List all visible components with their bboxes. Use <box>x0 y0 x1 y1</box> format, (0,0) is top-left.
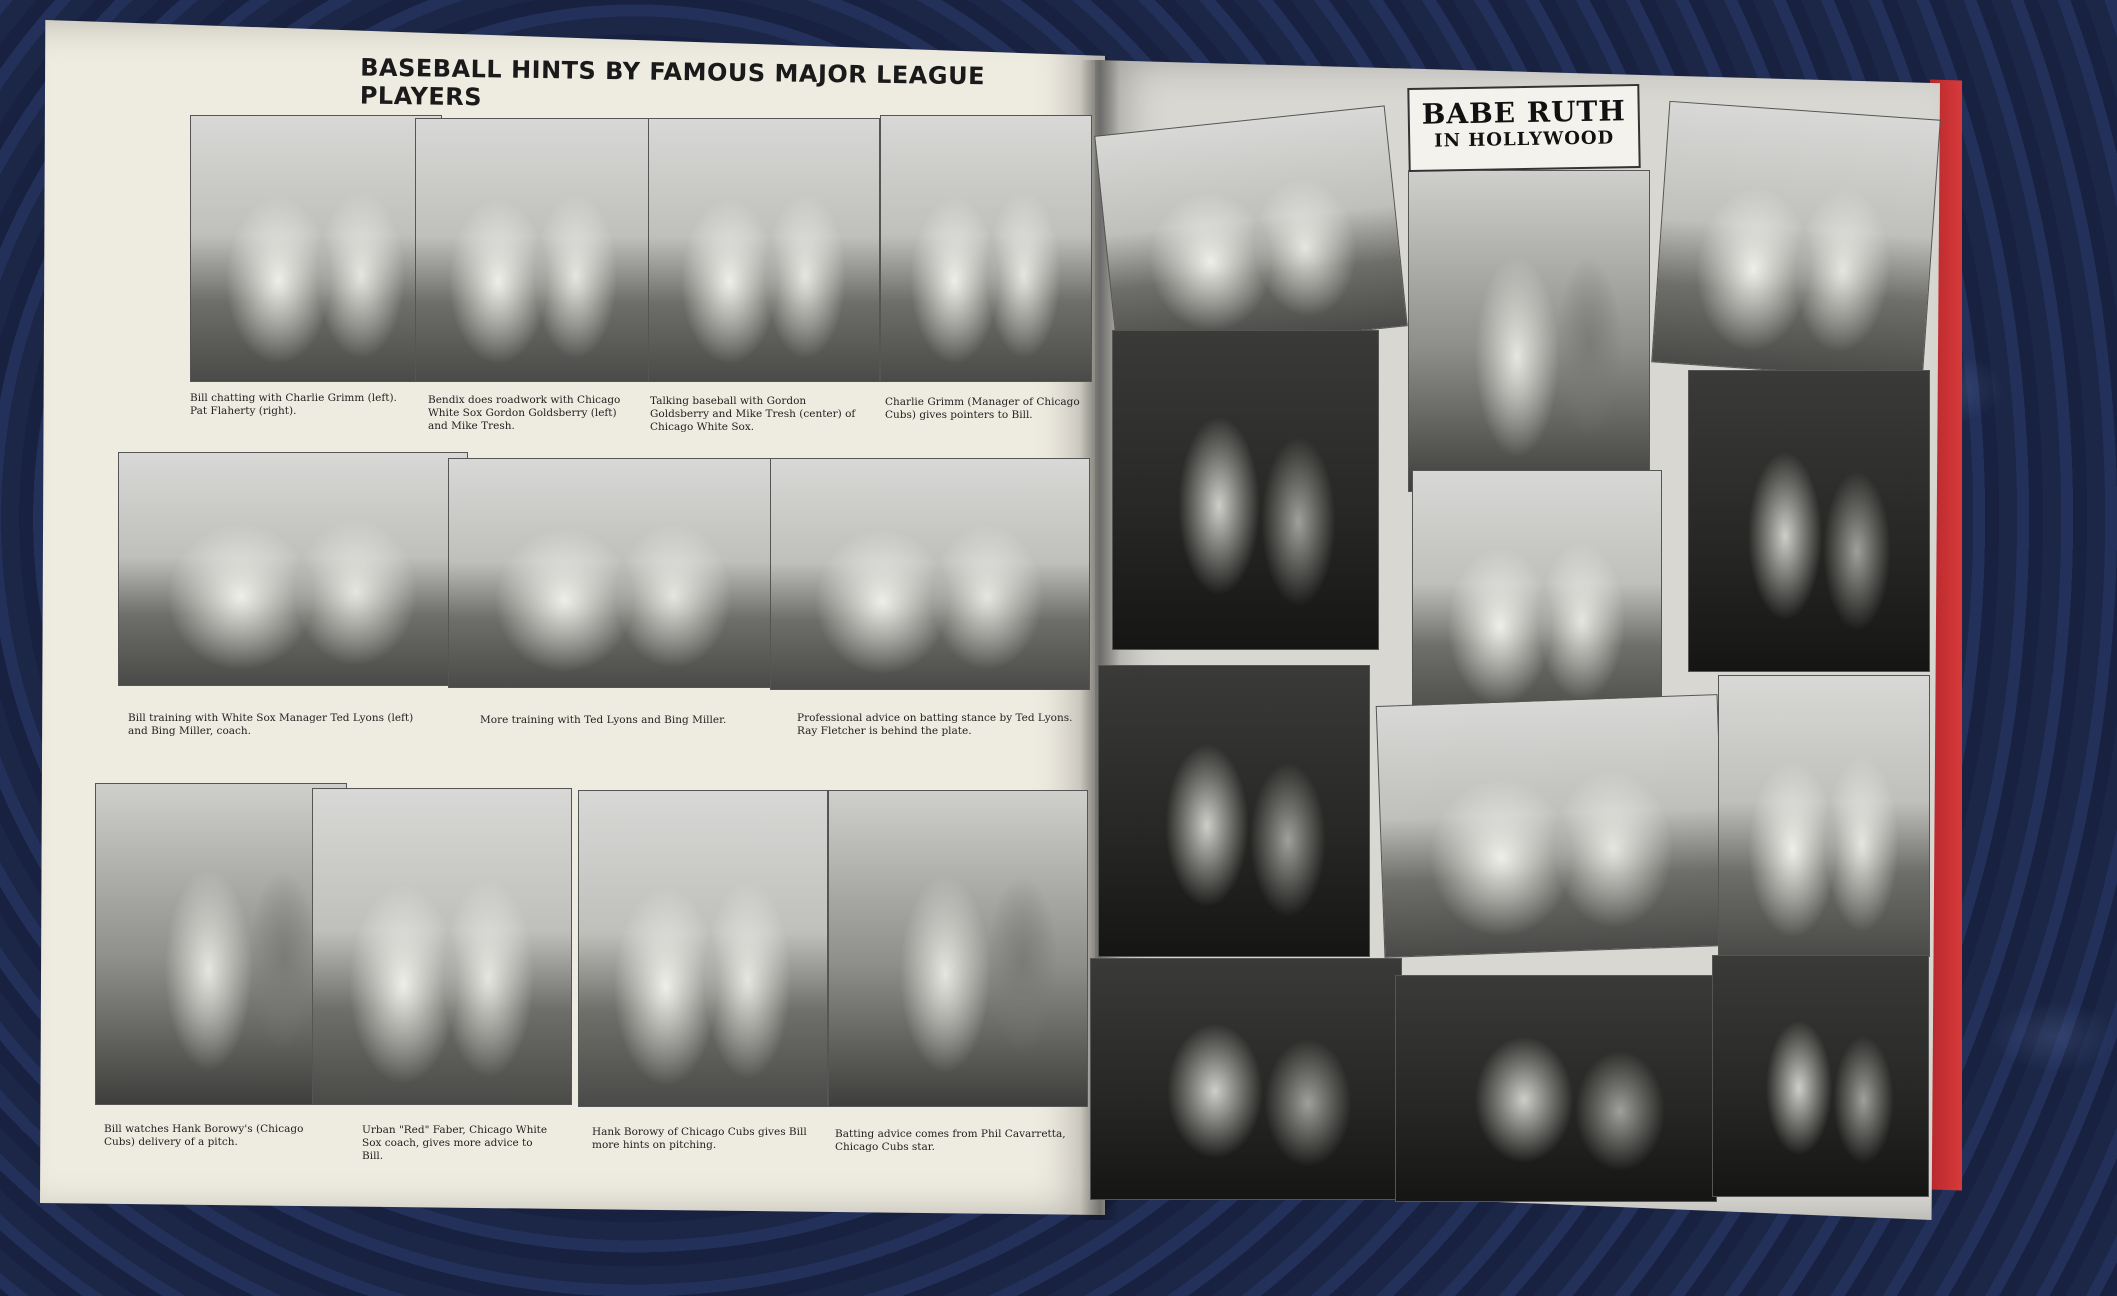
photo-lyons-miller <box>118 452 468 686</box>
caption-2: Bendix does roadwork with Chicago White Sox Gordon Goldsberry (left) and Mike Tresh. <box>428 394 621 432</box>
photo-cavarretta-batting <box>828 790 1088 1107</box>
caption-3: Talking baseball with Gordon Goldsberry and Mike Tresh (center) of Chicago White Sox. <box>650 395 856 433</box>
photo-collage-4 <box>1112 330 1379 650</box>
caption-4: Charlie Grimm (Manager of Chicago Cubs) gives pointers to Bill. <box>885 396 1080 421</box>
photo-collage-3 <box>1651 101 1941 381</box>
photo-collage-1 <box>1094 105 1408 356</box>
caption-6: More training with Ted Lyons and Bing Miller. <box>480 714 727 726</box>
caption-5: Bill training with White Sox Manager Ted Lyons (left) and Bing Miller, coach. <box>128 712 414 737</box>
photo-faber-advice <box>312 788 572 1105</box>
photo-more-training <box>448 458 780 688</box>
caption-8: Bill watches Hank Borowy's (Chicago Cubs) delivery of a pitch. <box>104 1123 304 1148</box>
caption-7: Professional advice on batting stance by Ted Lyons. Ray Fletcher is behind the plate. <box>797 712 1073 737</box>
photo-grimm-pointers <box>880 115 1092 382</box>
photo-collage-6 <box>1688 370 1930 672</box>
caption-10: Hank Borowy of Chicago Cubs gives Bill more hints on pitching. <box>592 1126 807 1151</box>
page-heading: BASEBALL HINTS BY FAMOUS MAJOR LEAGUE PLAYERS <box>359 53 986 112</box>
caption-11: Batting advice comes from Phil Cavarretta, Chicago Cubs star. <box>835 1128 1066 1153</box>
caption-9: Urban "Red" Faber, Chicago White Sox coach, gives more advice to Bill. <box>362 1124 548 1162</box>
photo-collage-10 <box>1090 958 1402 1200</box>
title-line1: BABE RUTH <box>1421 94 1627 131</box>
photo-roadwork <box>415 118 652 382</box>
photo-collage-8 <box>1376 694 1727 958</box>
photo-collage-11 <box>1395 975 1717 1202</box>
photo-collage-2 <box>1408 170 1650 492</box>
photo-borowy-hints <box>578 790 828 1107</box>
photo-collage-12 <box>1712 955 1929 1197</box>
title-line2: IN HOLLYWOOD <box>1434 127 1615 152</box>
photo-collage-7 <box>1098 665 1370 957</box>
photo-grimm-flaherty <box>190 115 442 382</box>
photo-collage-9 <box>1718 675 1930 957</box>
photo-collage-5 <box>1412 470 1662 722</box>
photo-goldsberry-tresh <box>648 118 880 382</box>
caption-1: Bill chatting with Charlie Grimm (left). Pat Flaherty (right). <box>190 392 397 417</box>
babe-ruth-title-card <box>1407 84 1640 172</box>
photo-borowy-delivery <box>95 783 347 1105</box>
photo-batting-stance <box>770 458 1090 690</box>
